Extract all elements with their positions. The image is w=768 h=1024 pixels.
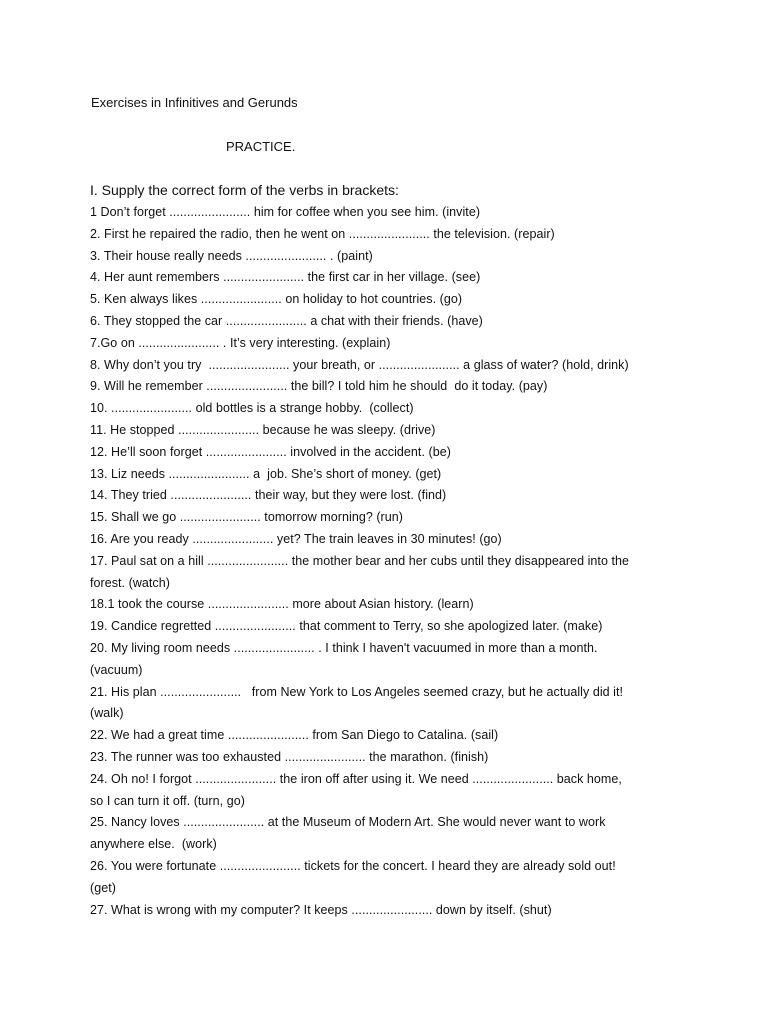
- exercise-list: [90, 202, 690, 921]
- exercise-item: 23. The runner was too exhausted ....................... the marathon. (finish): [90, 749, 489, 764]
- exercise-item: 19. Candice regretted ....................... that comment to Terry, so she apologized later. (make): [90, 619, 603, 634]
- exercise-item: 18.1 took the course ....................... more about Asian history. (learn): [90, 597, 474, 612]
- exercise-item: 27. What is wrong with my computer? It keeps ....................... down by itself. (shut): [90, 902, 552, 917]
- section-heading: I. Supply the correct form of the verbs in brackets:: [90, 182, 399, 198]
- exercise-item: 21. His plan ....................... from New York to Los Angeles seemed crazy, but he actually did it! (walk): [90, 684, 624, 721]
- exercise-item: 1 Don’t forget ....................... him for coffee when you see him. (invite): [90, 205, 481, 219]
- exercise-item: 26. You were fortunate ....................... tickets for the concert. I heard they are already sold out! (get): [90, 858, 616, 895]
- exercise-item: 2. First he repaired the radio, then he went on ....................... the television. (repair): [90, 226, 555, 241]
- document-title: Exercises in Infinitives and Gerunds: [91, 95, 298, 110]
- exercise-item: 12. He’ll soon forget ....................... involved in the accident. (be): [90, 444, 451, 459]
- exercise-item: 16. Are you ready ....................... yet? The train leaves in 30 minutes! (go): [90, 531, 502, 546]
- exercise-item: 10. ....................... old bottles is a strange hobby. (collect): [90, 401, 414, 416]
- exercise-item: 6. They stopped the car ....................... a chat with their friends. (have): [90, 313, 483, 328]
- exercise-item: 8. Why don’t you try ....................... your breath, or ....................... a glass of water? (hold, drink): [90, 357, 629, 372]
- exercise-item: 4. Her aunt remembers ....................... the first car in her village. (see): [90, 270, 481, 285]
- exercise-item: 20. My living room needs ....................... . I think I haven't vacuumed in more than a month. (vacuum): [90, 640, 598, 677]
- exercise-item: 9. Will he remember ....................... the bill? I told him he should do it today. (pay): [90, 379, 548, 394]
- exercise-item: 22. We had a great time ....................... from San Diego to Catalina. (sail): [90, 728, 499, 743]
- exercise-item: 14. They tried ....................... their way, but they were lost. (find): [90, 488, 447, 503]
- exercise-item: 11. He stopped ....................... because he was sleepy. (drive): [90, 422, 436, 437]
- exercise-item: 25. Nancy loves ....................... at the Museum of Modern Art. She would never want to work anywhere else. (work): [90, 815, 606, 852]
- exercise-item: 5. Ken always likes ....................... on holiday to hot countries. (go): [90, 292, 463, 307]
- exercise-item: 17. Paul sat on a hill ....................... the mother bear and her cubs until they disappeared into the forest. (watch): [90, 553, 629, 590]
- exercise-item: 15. Shall we go ....................... tomorrow morning? (run): [90, 510, 403, 525]
- practice-heading: PRACTICE.: [226, 139, 296, 154]
- exercise-item: 7.Go on ....................... . It’s very interesting. (explain): [90, 335, 391, 350]
- exercise-item: 3. Their house really needs ....................... . (paint): [90, 248, 373, 263]
- exercise-item: 13. Liz needs ....................... a job. She’s short of money. (get): [90, 466, 442, 481]
- exercise-item: 24. Oh no! I forgot ....................... the iron off after using it. We need ....................... back home, so I can turn it off. (turn, go): [90, 771, 622, 808]
